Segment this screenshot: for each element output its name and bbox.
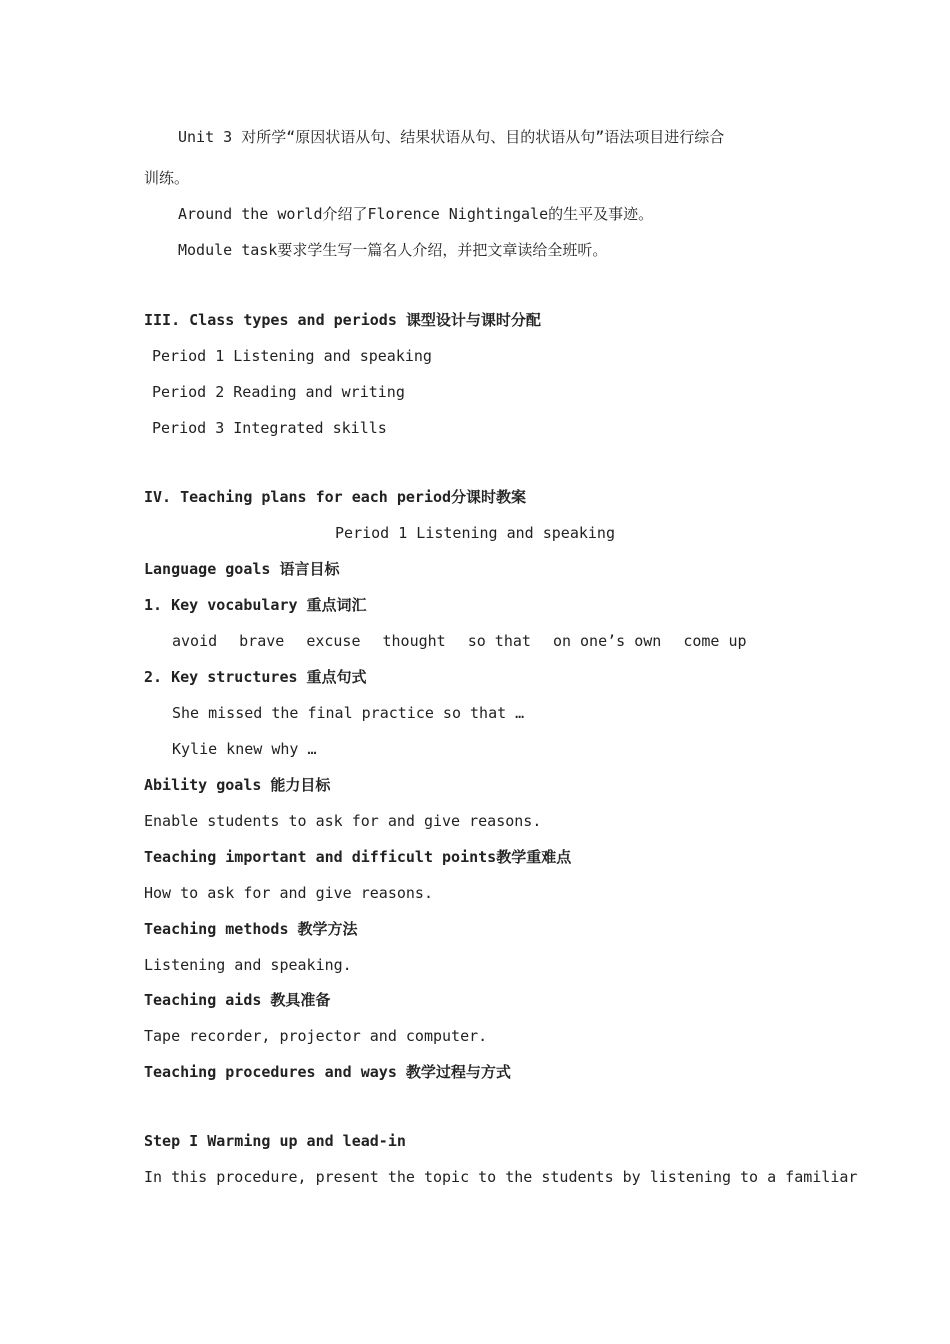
language-goals-heading: Language goals 语言目标	[144, 560, 340, 578]
vocab-word: brave	[239, 632, 285, 650]
step1-heading: Step I Warming up and lead-in	[144, 1132, 406, 1150]
important-points-heading: Teaching important and difficult points教学重难点	[144, 848, 572, 866]
ability-goals-heading: Ability goals 能力目标	[144, 776, 331, 794]
vocab-word: avoid	[172, 632, 218, 650]
teaching-methods-text: Listening and speaking.	[144, 956, 352, 974]
intro-unit3-line1: Unit 3 对所学“原因状语从句、结果状语从句、目的状语从句”语法项目进行综合	[178, 128, 725, 146]
key-structures-heading: 2. Key structures 重点句式	[144, 668, 367, 686]
period-item: Period 2 Reading and writing	[152, 383, 405, 401]
teaching-procedures-heading: Teaching procedures and ways 教学过程与方式	[144, 1063, 511, 1081]
period-item: Period 3 Integrated skills	[152, 419, 387, 437]
section3-heading: III. Class types and periods 课型设计与课时分配	[144, 311, 541, 329]
vocab-word: so that	[467, 632, 531, 650]
teaching-aids-heading: Teaching aids 教具准备	[144, 991, 331, 1009]
structure-item: Kylie knew why …	[172, 740, 317, 758]
step1-text: In this procedure, present the topic to the students by listening to a familiar	[144, 1168, 858, 1186]
intro-module-task: Module task要求学生写一篇名人介绍，并把文章读给全班听。	[178, 241, 608, 259]
vocab-word: come up	[683, 632, 747, 650]
structure-item: She missed the final practice so that …	[172, 704, 525, 722]
teaching-aids-text: Tape recorder, projector and computer.	[144, 1027, 488, 1045]
period-item: Period 1 Listening and speaking	[152, 347, 432, 365]
intro-around-world: Around the world介绍了Florence Nightingale的生平及事迹。	[178, 205, 654, 223]
key-vocabulary-heading: 1. Key vocabulary 重点词汇	[144, 596, 367, 614]
period-title: Period 1 Listening and speaking	[335, 524, 615, 542]
vocab-word: on one’s own	[552, 632, 662, 650]
ability-goals-text: Enable students to ask for and give reasons.	[144, 812, 542, 830]
vocab-word: excuse	[306, 632, 361, 650]
vocabulary-list	[172, 631, 747, 651]
intro-unit3-line2: 训练。	[144, 169, 190, 187]
important-points-text: How to ask for and give reasons.	[144, 884, 433, 902]
vocab-word: thought	[382, 632, 446, 650]
teaching-methods-heading: Teaching methods 教学方法	[144, 920, 358, 938]
section4-heading: IV. Teaching plans for each period分课时教案	[144, 488, 527, 506]
